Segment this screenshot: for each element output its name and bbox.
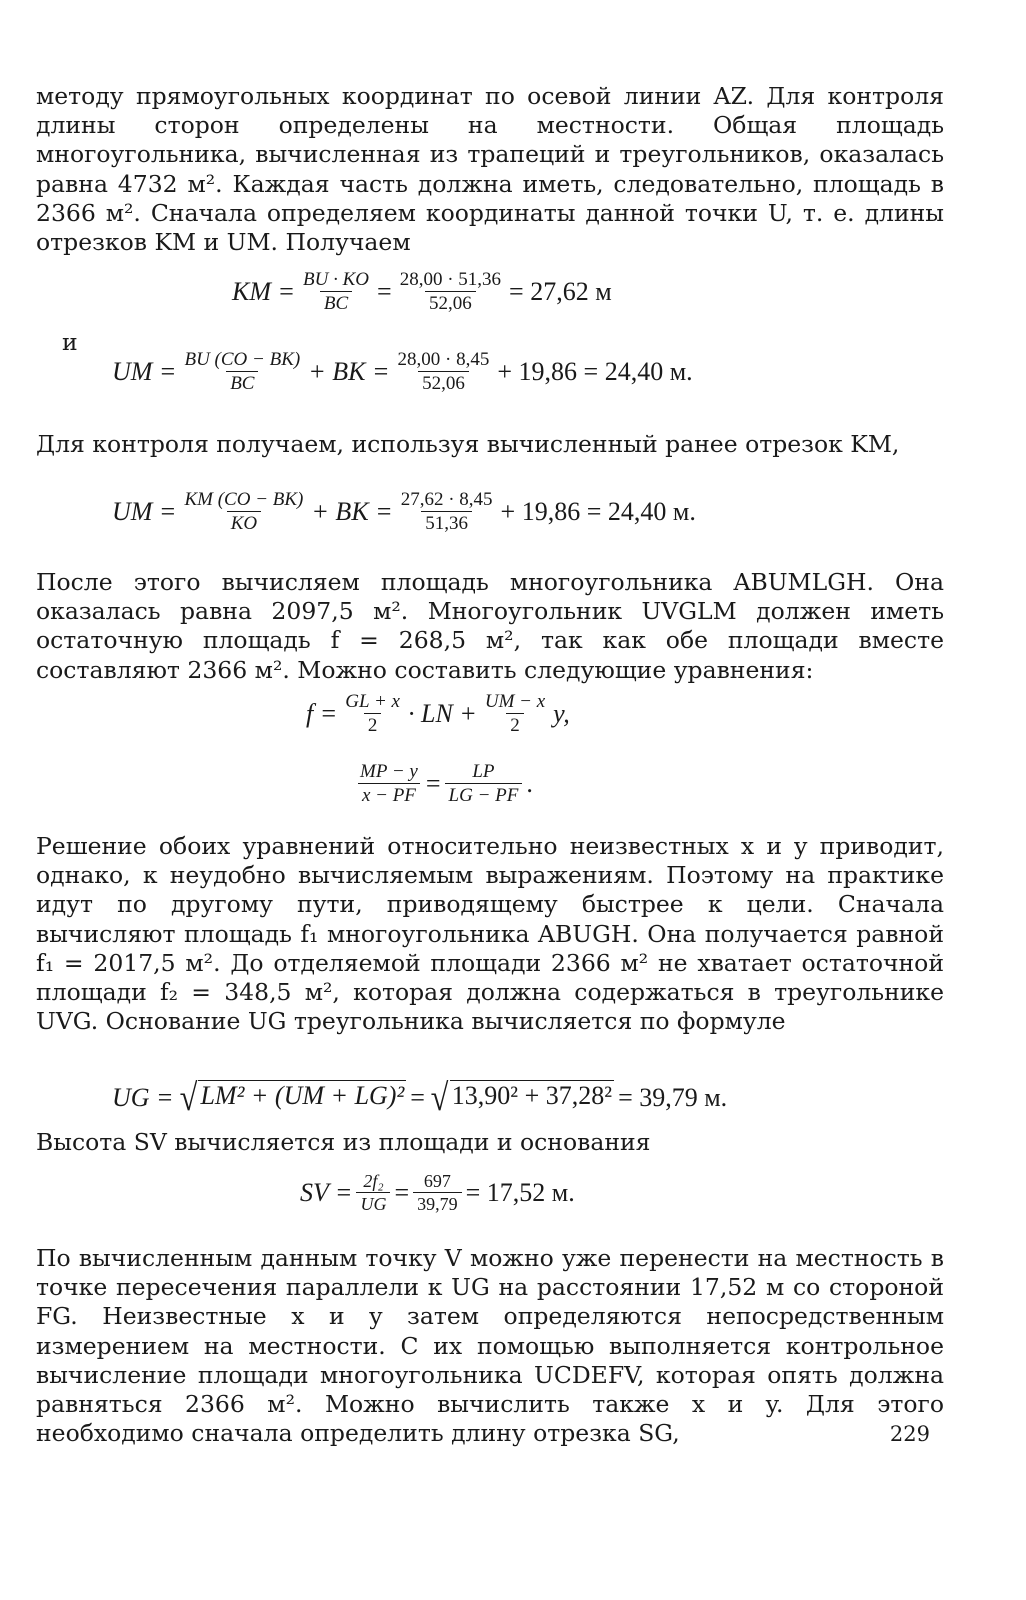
eq-ug-lhs: UG = bbox=[112, 1083, 174, 1112]
fraction-numerator: 2f₂ bbox=[363, 1171, 384, 1191]
eq-sv-fraction-2 bbox=[413, 1172, 462, 1213]
paragraph-intro: методу прямоугольных координат по осевой линии AZ. Для контроля длины сторон определены на местности. Общая площадь многоугольника, вычисленная из трапеций и треугольников, оказалась равна 4732 м². Каждая часть должна иметь, следовательно, площадь в 2366 м². Сначала определяем координаты данной точки U, т. е. длины отрезков KM и UM. Получаем bbox=[36, 82, 944, 257]
radicand: LM² + (UM + LG)² bbox=[198, 1080, 406, 1116]
eq-um1-fraction-2 bbox=[394, 350, 494, 393]
radical-sign: √ bbox=[430, 1077, 449, 1119]
eq-f-fraction-2 bbox=[481, 692, 549, 735]
conjunction-and: и bbox=[62, 328, 78, 356]
equation-um-1 bbox=[112, 350, 693, 393]
eq-f-lhs: f = bbox=[306, 698, 338, 728]
fraction-denominator: 51,36 bbox=[421, 511, 472, 533]
eq-ratio-fraction-2 bbox=[445, 762, 523, 805]
eq-km-fraction-1 bbox=[299, 270, 373, 313]
fraction-numerator: KM (CO − BK) bbox=[184, 489, 304, 510]
fraction-denominator: 39,79 bbox=[413, 1192, 462, 1213]
eq-sv-fraction-1 bbox=[356, 1172, 390, 1213]
paragraph-control: Для контроля получаем, используя вычисленный ранее отрезок KM, bbox=[36, 430, 900, 458]
fraction-denominator: 2 bbox=[364, 713, 382, 735]
eq-ug-result: = 39,79 м. bbox=[618, 1083, 728, 1112]
equation-f bbox=[306, 692, 570, 735]
paragraph-solution: Решение обоих уравнений относительно неизвестных x и y приводит, однако, к неудобно вычисляемым выражениям. Поэтому на практике идут по другому пути, приводящему быстрее к цели. Сначала вычисляют площадь f₁ многоугольника ABUGH. Она получается равной f₁ = 2017,5 м². До отделяемой площади 2366 м² не хватает остаточной площади f₂ = 348,5 м², которая должна содержаться в треугольнике UVG. Основание UG треугольника вычисляется по формуле bbox=[36, 832, 944, 1036]
eq-km-result: = 27,62 м bbox=[509, 276, 612, 306]
eq-f-tail: y, bbox=[553, 698, 570, 728]
fraction-numerator: 697 bbox=[423, 1171, 451, 1191]
eq-f-mid: · LN + bbox=[407, 698, 477, 728]
equation-um-2 bbox=[112, 490, 696, 533]
equals-sign: = bbox=[377, 276, 392, 306]
fraction-numerator: MP − y bbox=[360, 761, 418, 782]
fraction-numerator: BU (CO − BK) bbox=[184, 349, 301, 370]
equation-sv bbox=[300, 1172, 575, 1213]
page-number: 229 bbox=[889, 1422, 930, 1446]
fraction-numerator: BU · KO bbox=[303, 269, 370, 290]
fraction-denominator: 2 bbox=[506, 713, 524, 735]
fraction-denominator: 52,06 bbox=[425, 291, 476, 313]
eq-um1-fraction-1 bbox=[180, 350, 304, 393]
fraction-numerator: LP bbox=[472, 761, 495, 782]
eq-um2-fraction-1 bbox=[180, 490, 307, 533]
sqrt-expression-1 bbox=[178, 1077, 407, 1119]
fraction-denominator: LG − PF bbox=[445, 783, 523, 805]
equation-ratio bbox=[352, 762, 533, 805]
fraction-denominator: BC bbox=[226, 371, 258, 393]
eq-um1-lhs: UM = bbox=[112, 356, 177, 386]
eq-ratio-fraction-1 bbox=[356, 762, 422, 805]
eq-um2-mid: + BK = bbox=[311, 496, 393, 526]
eq-sv-result: = 17,52 м. bbox=[465, 1177, 575, 1207]
fraction-denominator: x − PF bbox=[358, 783, 420, 805]
fraction-numerator: 28,00 · 51,36 bbox=[399, 269, 502, 290]
paragraph-height: Высота SV вычисляется из площади и основания bbox=[36, 1128, 651, 1156]
fraction-denominator: BC bbox=[320, 291, 352, 313]
fraction-numerator: GL + x bbox=[345, 691, 400, 712]
paragraph-area: После этого вычисляем площадь многоугольника ABUMLGH. Она оказалась равна 2097,5 м². Многоугольник UVGLM должен иметь остаточную площадь f = 268,5 м², так как обе площади вместе составляют 2366 м². Можно составить следующие уравнения: bbox=[36, 568, 944, 684]
equation-km bbox=[232, 270, 612, 313]
paragraph-final: По вычисленным данным точку V можно уже перенести на местность в точке пересечения параллели к UG на расстоянии 17,52 м со стороной FG. Неизвестные x и y затем определяются непосредственным измерением на местности. С их помощью выполняется контрольное вычисление площади многоугольника UCDEFV, которая опять должна равняться 2366 м². Можно вычислить также x и y. Для этого необходимо сначала определить длину отрезка SG, bbox=[36, 1244, 944, 1448]
eq-um2-fraction-2 bbox=[397, 490, 497, 533]
fraction-denominator: UG bbox=[356, 1192, 390, 1213]
eq-um2-result: + 19,86 = 24,40 м. bbox=[500, 496, 696, 526]
fraction-denominator: 52,06 bbox=[418, 371, 469, 393]
sqrt-expression-2 bbox=[429, 1077, 614, 1119]
radicand: 13,90² + 37,28² bbox=[450, 1080, 614, 1116]
eq-km-fraction-2 bbox=[396, 270, 505, 313]
equals-sign: = bbox=[410, 1083, 425, 1112]
equals-sign: = bbox=[425, 768, 441, 798]
fraction-numerator: 27,62 · 8,45 bbox=[400, 489, 493, 510]
eq-km-lhs: KM = bbox=[232, 276, 296, 306]
fraction-numerator: 28,00 · 8,45 bbox=[397, 349, 490, 370]
eq-ratio-tail: . bbox=[526, 768, 533, 798]
equation-ug bbox=[112, 1077, 728, 1119]
eq-um2-lhs: UM = bbox=[112, 496, 177, 526]
equals-sign: = bbox=[394, 1177, 410, 1207]
eq-um1-mid: + BK = bbox=[308, 356, 390, 386]
radical-sign: √ bbox=[179, 1077, 197, 1119]
fraction-numerator: UM − x bbox=[484, 691, 546, 712]
eq-sv-lhs: SV = bbox=[300, 1177, 353, 1207]
fraction-denominator: KO bbox=[227, 511, 261, 533]
eq-f-fraction-1 bbox=[341, 692, 404, 735]
eq-um1-result: + 19,86 = 24,40 м. bbox=[497, 356, 693, 386]
